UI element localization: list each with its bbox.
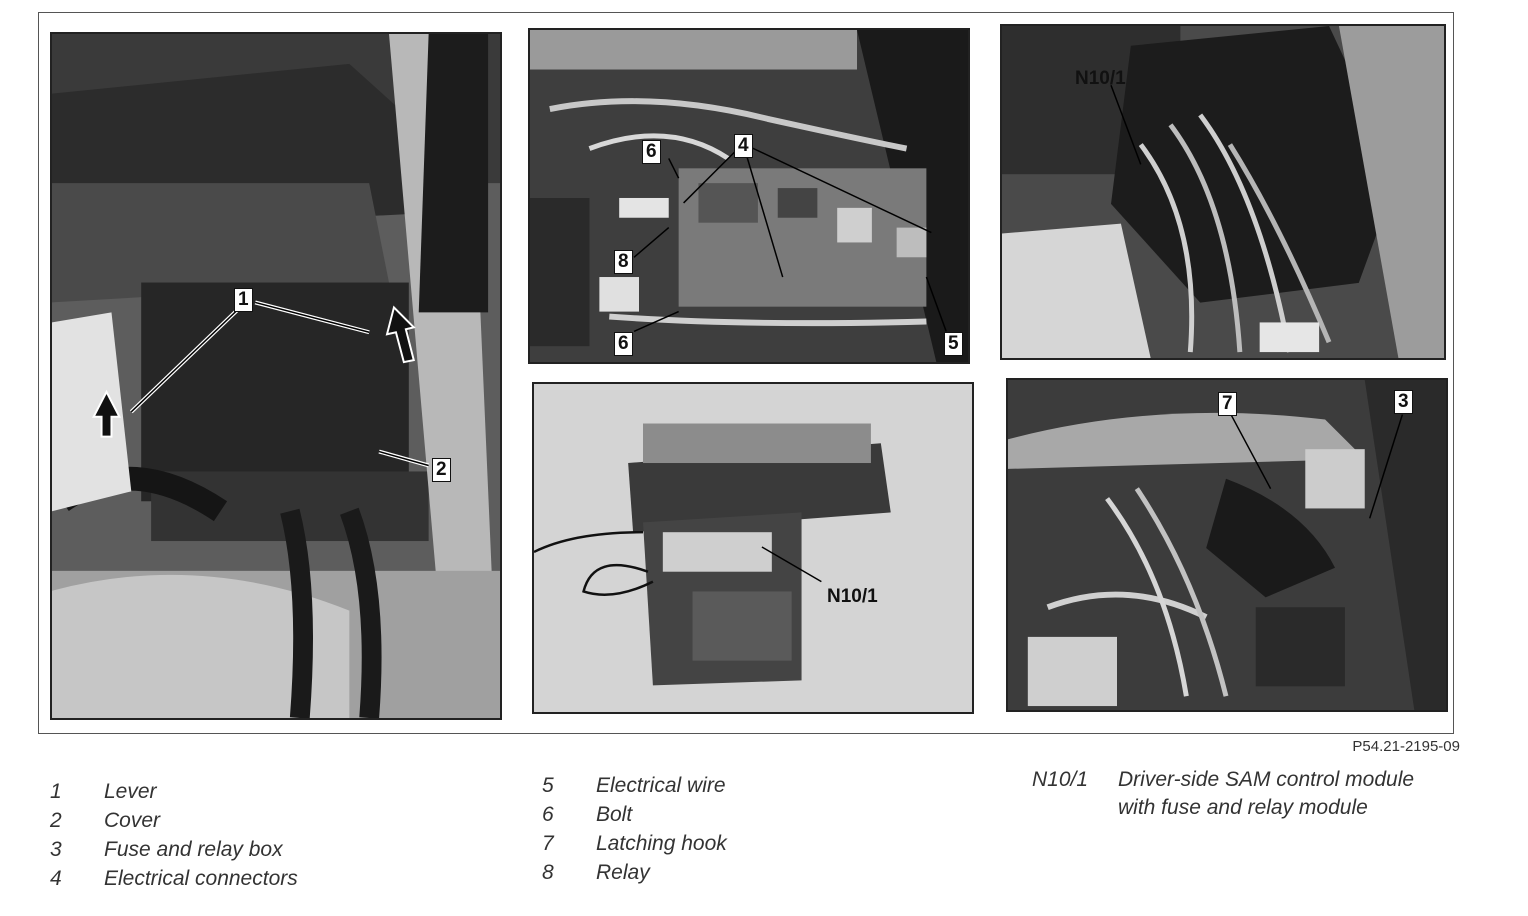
callout-6-bottom: 6 [614,332,633,356]
latching-hook-photo [1008,380,1446,710]
legend-text: Bolt [596,803,633,826]
callout-n10-1-top: N10/1 [1075,68,1126,89]
legend-number: 8 [542,861,554,884]
callout-8: 8 [614,250,633,274]
legend-column-1 [50,780,450,900]
legend-number: 6 [542,803,554,826]
legend-number: 7 [542,832,554,855]
legend-number: 3 [50,838,62,861]
callout-n10-1-bottom: N10/1 [827,586,878,607]
sam-installed-photo [1002,26,1444,358]
photo-panel-sam-module-removed [532,382,974,714]
legend-number: 5 [542,774,554,797]
legend-text-line-2: with fuse and relay module [1118,796,1368,819]
legend-text: Electrical connectors [104,867,298,890]
legend-column-3 [1032,768,1472,838]
engine-bay-photo [52,34,500,718]
photo-panel-fuse-box-open [528,28,970,364]
legend-text: Latching hook [596,832,727,855]
fuse-box-photo [530,30,968,362]
callout-2: 2 [432,458,451,482]
legend-number: 2 [50,809,62,832]
legend-number: 1 [50,780,62,803]
legend-text: Relay [596,861,650,884]
callout-4: 4 [734,134,753,158]
legend-number: 4 [50,867,62,890]
photo-panel-latching-hook [1006,378,1448,712]
legend-text-line-1: Driver-side SAM control module [1118,768,1415,791]
callout-1: 1 [234,288,253,312]
figure-reference-code: P54.21-2195-09 [1352,738,1460,755]
callout-6-top: 6 [642,140,661,164]
legend-column-2 [542,774,962,894]
callout-5: 5 [944,332,963,356]
sam-module-photo [534,384,972,712]
legend-text: Lever [104,780,157,803]
legend-text: Cover [104,809,161,832]
photo-panel-lever-cover [50,32,502,720]
callout-7: 7 [1218,392,1237,416]
callout-3: 3 [1394,390,1413,414]
legend-text: Fuse and relay box [104,838,283,861]
legend-number: N10/1 [1032,768,1089,791]
legend-text: Electrical wire [596,774,726,797]
photo-panel-sam-module-installed [1000,24,1446,360]
